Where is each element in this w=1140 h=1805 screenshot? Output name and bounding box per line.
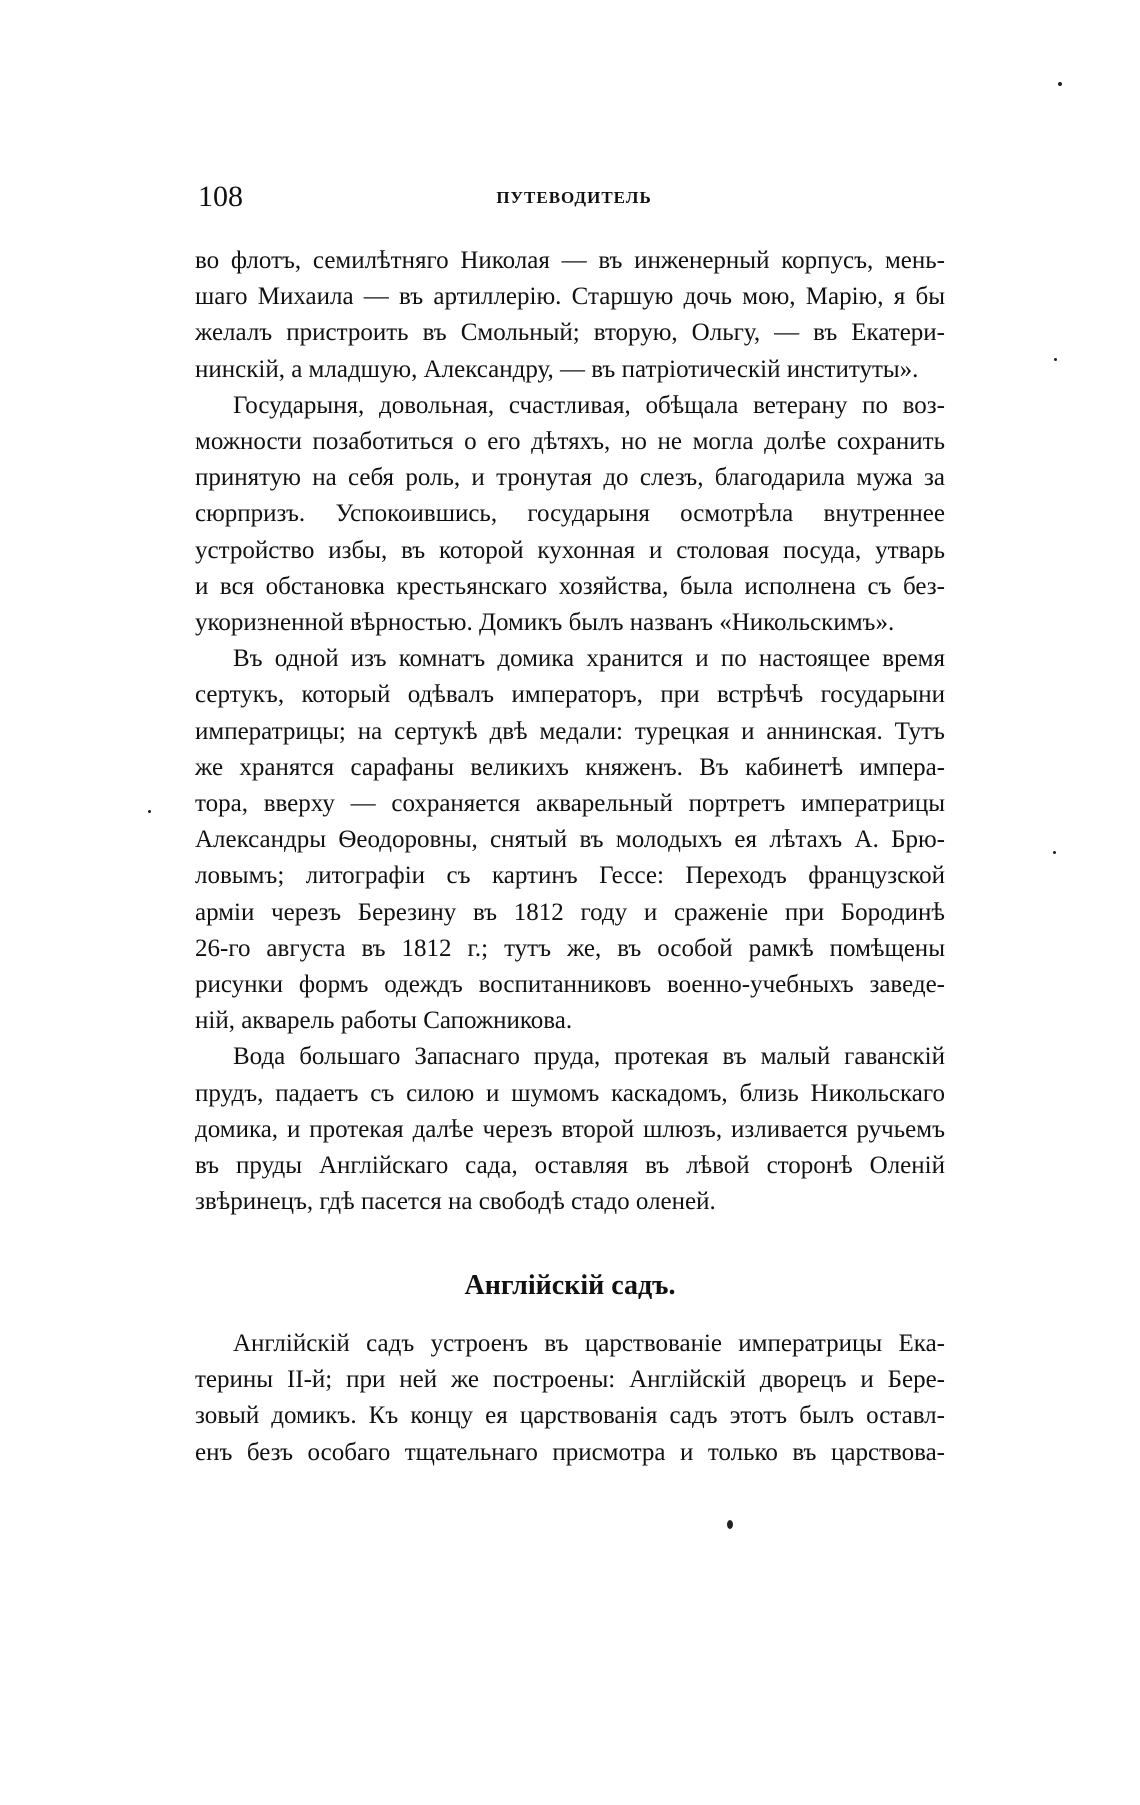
paper-speck [1054, 358, 1057, 361]
text-line: сертукъ, который одѣвалъ императоръ, при встрѣчѣ государыни [195, 681, 945, 709]
text-line: ловымъ; литографіи съ картинъ Гессе: Переходъ французской [195, 862, 945, 890]
text-line: терины II-й; при ней же построены: Англійскій дворецъ и Бере- [195, 1366, 945, 1394]
text-line: въ пруды Англійскаго сада, оставляя въ лѣвой сторонѣ Оленій [195, 1152, 945, 1180]
page-header [198, 180, 950, 220]
section-heading: Англійскій садъ. [464, 1270, 676, 1301]
text-line: желалъ пристроить въ Смольный; вторую, Ольгу, — въ Екатери- [195, 319, 945, 347]
text-line: домика, и протекая далѣе черезъ второй шлюзъ, изливается ручьемъ [195, 1115, 945, 1143]
text-line: звѣринецъ, гдѣ пасется на свободѣ стадо оленей. [195, 1188, 716, 1216]
running-title: ПУТЕВОДИТЕЛЬ [496, 188, 652, 207]
text-line: прудъ, падаетъ съ силою и шумомъ каскадомъ, близь Никольскаго [195, 1079, 945, 1107]
paper-speck [148, 810, 151, 813]
paper-speck [1053, 851, 1056, 854]
text-line: императрицы; на сертукѣ двѣ медали: турецкая и аннинская. Тутъ [195, 717, 945, 745]
text-line: рисунки формъ одеждъ воспитанниковъ военно-учебныхъ заведе- [195, 971, 945, 999]
text-line: зовый домикъ. Къ концу ея царствованія садъ этотъ былъ оставл- [195, 1402, 945, 1430]
text-line: 26-го августа въ 1812 г.; тутъ же, въ особой рамкѣ помѣщены [195, 934, 945, 962]
text-line: Въ одной изъ комнатъ домика хранится и по настоящее время [233, 645, 945, 673]
paper-speck [1058, 82, 1062, 86]
text-line: можности позаботиться о его дѣтяхъ, но не могла долѣе сохранить [195, 428, 945, 456]
page-number: 108 [198, 180, 243, 213]
text-line: арміи черезъ Березину въ 1812 году и сраженіе при Бородинѣ [195, 898, 945, 926]
text-line: и вся обстановка крестьянскаго хозяйства, была исполнена съ без- [195, 572, 945, 600]
text-line: принятую на себя роль, и тронутая до слезъ, благодарила мужа за [195, 464, 945, 492]
text-line: устройство избы, въ которой кухонная и столовая посуда, утварь [195, 536, 945, 564]
text-line: шаго Михаила — въ артиллерію. Старшую дочь мою, Марію, я бы [195, 283, 945, 311]
text-line: Англійскій садъ устроенъ въ царствованіе императрицы Ека- [233, 1330, 945, 1357]
text-line: Александры Ѳеодоровны, снятый въ молодыхъ ея лѣтахъ А. Брю- [195, 826, 945, 854]
paper-speck [727, 1520, 733, 1529]
text-line: же хранятся сарафаны великихъ княженъ. Въ кабинетѣ импера- [195, 753, 945, 781]
text-line: нинскій, а младшую, Александру, — въ патріотическій институты». [195, 355, 919, 383]
main-text-block [195, 243, 945, 1220]
section-text-block [195, 1326, 945, 1471]
text-line: Вода большаго Запаснаго пруда, протекая въ малый гаванскій [233, 1043, 945, 1071]
text-line: во флотъ, семилѣтняго Николая — въ инженерный корпусъ, мень- [195, 247, 945, 274]
text-line: Государыня, довольная, счастливая, обѣщала ветерану по воз- [233, 391, 945, 419]
text-line: укоризненной вѣрностью. Домикъ былъ названъ «Никольскимъ». [195, 609, 895, 637]
text-line: сюрпризъ. Успокоившись, государыня осмотрѣла внутреннее [195, 500, 945, 528]
text-line: енъ безъ особаго тщательнаго присмотра и только въ царствова- [195, 1438, 945, 1466]
text-line: ній, акварель работы Сапожникова. [195, 1007, 573, 1035]
text-line: тора, вверху — сохраняется акварельный портретъ императрицы [195, 790, 945, 818]
